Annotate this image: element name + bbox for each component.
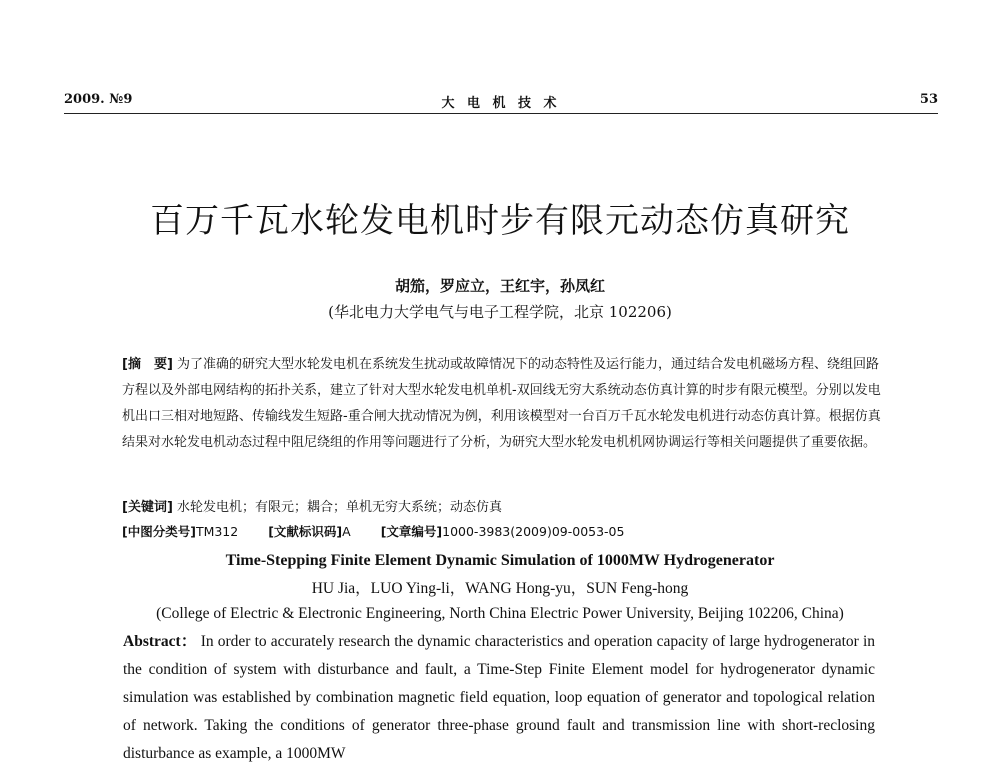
header-rule xyxy=(64,113,938,114)
classification-line xyxy=(122,522,650,540)
english-affiliation: (College of Electric & Electronic Engineering, North China Electric Power University, Beijing 102206, China) xyxy=(156,605,844,622)
paper-title: 百万千瓦水轮发电机时步有限元动态仿真研究 xyxy=(150,201,850,241)
abstract-cn-text: 为了准确的研究大型水轮发电机在系统发生扰动或故障情况下的动态特性及运行能力，通过结合发电机磁场方程、绕组回路方程以及外部电网结构的拓扑关系，建立了针对大型水轮发电机单机-双回线无穷大系统动态仿真计算的时步有限元模型。分别以发电机出口三相对地短路、传输线发生短路-重合闸大扰动情况为例，利用该模型对一台百万千瓦水轮发电机进行动态仿真计算。根据仿真结果对水轮发电机动态过程中阻尼绕组的作用等问题进行了分析，为研究大型水轮发电机机网协调运行等相关问题提供了重要依据。 xyxy=(122,357,881,450)
abstract-cn xyxy=(122,352,882,456)
keywords xyxy=(122,496,502,515)
english-abstract xyxy=(123,628,875,768)
authors: 胡笳，罗应立，王红宇，孙凤红 xyxy=(394,277,605,295)
english-abstract-label: Abstract： xyxy=(123,633,197,650)
doc-code-label: [文献标识码] xyxy=(268,524,343,539)
article-id-value: 1000-3983(2009)09-0053-05 xyxy=(442,524,625,539)
keywords-label: [关键词] xyxy=(122,500,173,515)
clc-label: [中图分类号] xyxy=(122,524,196,539)
english-authors: HU Jia，LUO Ying-li，WANG Hong-yu，SUN Feng-hong xyxy=(311,580,689,597)
english-abstract-text: In order to accurately research the dynamic characteristics and operation capacity of large hydrogenerator in the condition of system with disturbance and fault, a Time-Step Finite Element model for hydrogenerator dynamic simulation was established by combination magnetic field equation, loop equation of generator and topological relation of network. Taking the conditions of generator three-phase ground fault and transmission line with short-reclosing disturbance as example, a 1000MW xyxy=(123,633,875,762)
keywords-text: 水轮发电机；有限元；耦合；单机无穷大系统；动态仿真 xyxy=(177,500,503,515)
running-header xyxy=(64,90,938,112)
page-number: 53 xyxy=(919,92,938,107)
article-id-label: [文章编号] xyxy=(380,524,443,539)
doc-code-value: A xyxy=(342,524,351,539)
journal-name: 大 电 机 技 术 xyxy=(441,96,561,111)
affiliation: (华北电力大学电气与电子工程学院，北京 102206) xyxy=(328,303,672,321)
clc-value: TM312 xyxy=(195,524,239,539)
issue-label: 2009. №9 xyxy=(64,92,133,107)
abstract-cn-label: [摘 要] xyxy=(122,357,173,372)
english-title: Time-Stepping Finite Element Dynamic Simulation of 1000MW Hydrogenerator xyxy=(225,552,775,569)
